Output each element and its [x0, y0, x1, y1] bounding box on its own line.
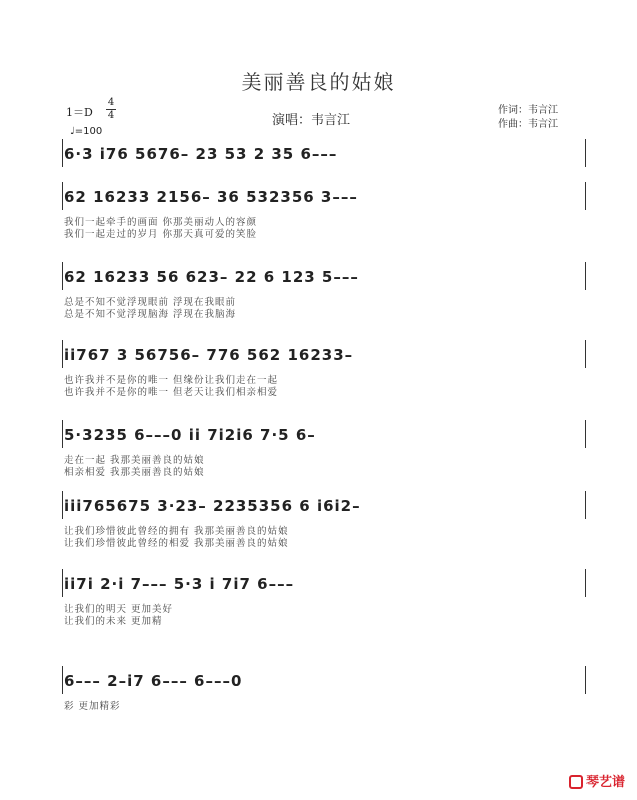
- notation-line: 6––– 2–i7 6––– 6–––0: [64, 672, 243, 690]
- lyric-line: 也许我并不是你的唯一 但缘份让我们走在一起: [64, 375, 279, 386]
- barline: [62, 666, 63, 694]
- brand-name: 琴艺谱: [585, 775, 625, 790]
- notation-line: ii767 3 56756– 776 562 16233–: [64, 346, 354, 364]
- notation-line: 62 16233 2156– 36 532356 3–––: [64, 188, 358, 206]
- lyric-line: 我们一起走过的岁月 你那天真可爱的笑脸: [64, 229, 258, 240]
- time-signature: [104, 97, 118, 122]
- lyric-line: 让我们珍惜彼此曾经的拥有 我那美丽善良的姑娘: [64, 526, 289, 537]
- tempo-mark: ♩=100: [70, 126, 103, 137]
- lyric-line: 也许我并不是你的唯一 但老天让我们相亲相爱: [64, 387, 279, 398]
- key-signature: 1＝D: [66, 106, 93, 119]
- lyric-line: 走在一起 我那美丽善良的姑娘: [64, 455, 205, 466]
- singer-credit: 演唱：韦言江: [272, 113, 351, 128]
- barline: [62, 420, 63, 448]
- lyric-line: 让我们珍惜彼此曾经的相爱 我那美丽善良的姑娘: [64, 538, 289, 549]
- meter-bottom: 4: [107, 110, 115, 121]
- notation-line: 62 16233 56 623– 22 6 123 5–––: [64, 268, 359, 286]
- lyric-line: 相亲相爱 我那美丽善良的姑娘: [64, 467, 205, 478]
- lyricist-credit: 作词：韦言江: [498, 105, 558, 116]
- brand-logo-icon: [569, 775, 583, 789]
- lyric-line: 让我们的明天 更加美好: [64, 604, 174, 615]
- barline: [62, 569, 63, 597]
- brand-watermark: [569, 771, 625, 790]
- barline: [62, 262, 63, 290]
- lyric-line: 总是不知不觉浮现脑海 浮现在我脑海: [64, 309, 237, 320]
- barline: [585, 139, 586, 167]
- lyric-line: 彩 更加精彩: [64, 701, 121, 712]
- song-title: 美丽善良的姑娘: [241, 70, 396, 94]
- barline: [585, 262, 586, 290]
- notation-line: ii7i 2·i 7––– 5·3 i 7i7 6–––: [64, 575, 295, 593]
- barline: [585, 569, 586, 597]
- notation-line: 6·3 i76 5676– 23 53 2 35 6–––: [64, 145, 338, 163]
- barline: [62, 139, 63, 167]
- barline: [62, 340, 63, 368]
- barline: [585, 420, 586, 448]
- barline: [62, 182, 63, 210]
- lyric-line: 总是不知不觉浮现眼前 浮现在我眼前: [64, 297, 237, 308]
- barline: [585, 340, 586, 368]
- notation-line: 5·3235 6–––0 ii 7i2i6 7·5 6–: [64, 426, 316, 444]
- barline: [585, 182, 586, 210]
- lyric-line: 让我们的未来 更加精: [64, 616, 163, 627]
- notation-line: iii765675 3·23– 2235356 6 i6i2–: [64, 497, 361, 515]
- composer-credit: 作曲：韦言江: [498, 119, 558, 130]
- barline: [585, 491, 586, 519]
- barline: [62, 491, 63, 519]
- lyric-line: 我们一起牵手的画面 你那美丽动人的容颜: [64, 217, 258, 228]
- meter-top: 4: [107, 97, 115, 108]
- barline: [585, 666, 586, 694]
